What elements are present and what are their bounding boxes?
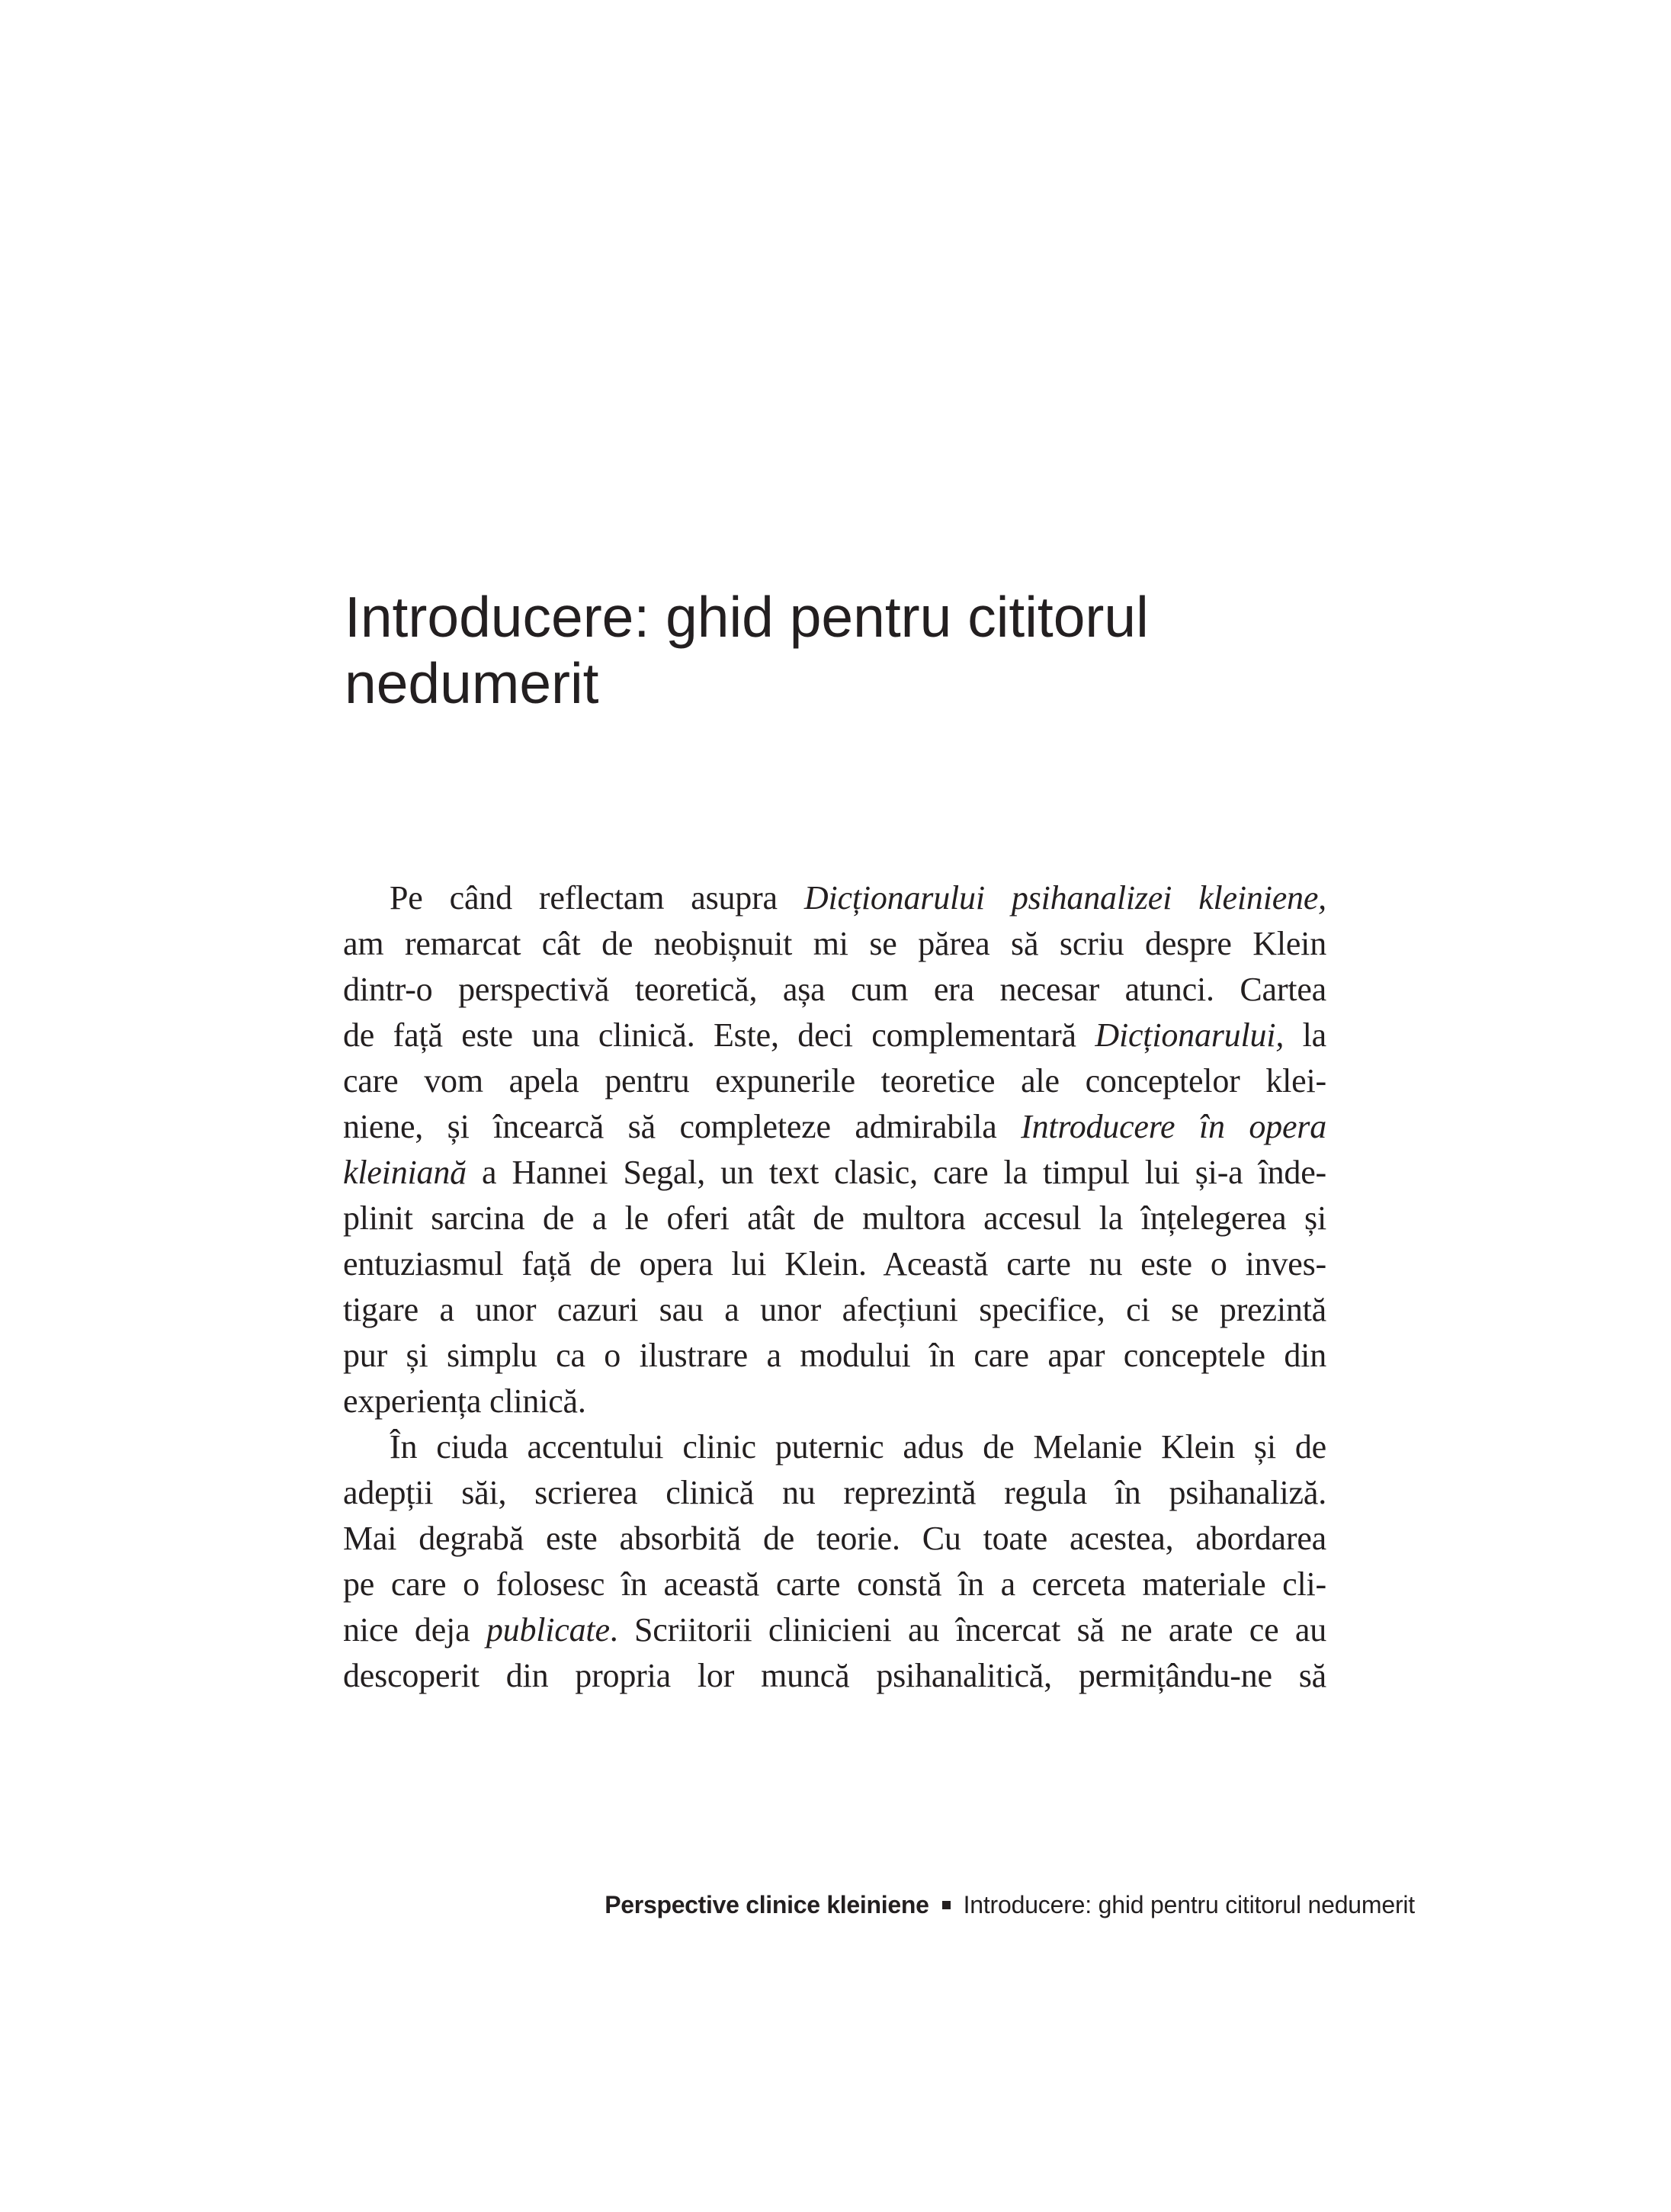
italic-text-segment: Dicționarului,: [1095, 1016, 1285, 1054]
text-line: [343, 921, 1326, 967]
text-line: [343, 1013, 1326, 1058]
body-text: [343, 875, 1326, 1699]
text-line: [343, 1333, 1326, 1379]
text-segment: În ciuda accentului clinic puternic adus de Melanie Klein și de: [390, 1428, 1326, 1466]
text-segment: niene, și încearcă să completeze admirabila: [343, 1108, 1022, 1145]
page-footer: [605, 1891, 1415, 1918]
text-segment: a Hannei Segal, un text clasic, care la timpul lui și-a înde-: [466, 1154, 1326, 1191]
text-segment: nice deja: [343, 1611, 486, 1649]
text-segment: Mai degrabă este absorbită de teorie. Cu toate acestea, abordarea: [343, 1520, 1326, 1557]
chapter-title-line-2: nedumerit: [345, 651, 599, 715]
text-line: [343, 1607, 1326, 1653]
text-segment: de față este una clinică. Este, deci complementară: [343, 1016, 1095, 1054]
text-line: [343, 1241, 1326, 1287]
chapter-title: [345, 584, 1149, 717]
text-line: [343, 1562, 1326, 1607]
text-segment: Pe când reflectam asupra: [390, 879, 804, 917]
text-segment: la: [1284, 1016, 1327, 1054]
text-line: [343, 1379, 1326, 1424]
text-segment: care vom apela pentru expunerile teoretice ale conceptelor klei-: [343, 1062, 1326, 1100]
text-line: [343, 1058, 1326, 1104]
text-line: [343, 1424, 1326, 1470]
text-segment: am remarcat cât de neobișnuit mi se părea să scriu despre Klein: [343, 925, 1326, 962]
italic-text-segment: Introducere în opera: [1021, 1108, 1326, 1145]
italic-text-segment: kleiniană: [343, 1154, 467, 1191]
text-line: [343, 967, 1326, 1013]
text-line: [343, 1196, 1326, 1241]
chapter-title-line-1: Introducere: ghid pentru cititorul: [345, 585, 1149, 649]
text-segment: pe care o folosesc în această carte constă în a cerceta materiale cli-: [343, 1565, 1326, 1603]
square-bullet-icon: [942, 1901, 951, 1909]
text-line: [343, 1653, 1326, 1699]
text-segment: descoperit din propria lor muncă psihanalitică, permițându-ne să: [343, 1657, 1326, 1694]
italic-text-segment: publicate: [486, 1611, 610, 1649]
text-segment: pur și simplu ca o ilustrare a modului în care apar conceptele din: [343, 1337, 1326, 1374]
text-segment: plinit sarcina de a le oferi atât de multora accesul la înțelegerea și: [343, 1199, 1326, 1237]
italic-text-segment: Dicționarului psihanalizei kleiniene,: [803, 879, 1326, 917]
text-segment: . Scriitorii clinicieni au încercat să ne arate ce au: [609, 1611, 1326, 1649]
footer-book-title: Perspective clinice kleiniene: [605, 1891, 929, 1918]
footer-chapter-title: Introducere: ghid pentru cititorul nedumerit: [963, 1891, 1415, 1918]
text-segment: adepții săi, scrierea clinică nu reprezintă regula în psihanaliză.: [343, 1474, 1326, 1511]
text-segment: experiența clinică.: [343, 1382, 586, 1420]
text-segment: entuziasmul față de opera lui Klein. Această carte nu este o inves-: [343, 1245, 1326, 1283]
text-line: [343, 1470, 1326, 1516]
text-line: [343, 1104, 1326, 1150]
text-segment: tigare a unor cazuri sau a unor afecțiuni specifice, ci se prezintă: [343, 1291, 1326, 1328]
text-line: [343, 1287, 1326, 1333]
text-segment: dintr-o perspectivă teoretică, așa cum era necesar atunci. Cartea: [343, 971, 1326, 1008]
text-line: [343, 1516, 1326, 1562]
text-line: [343, 875, 1326, 921]
text-line: [343, 1150, 1326, 1196]
